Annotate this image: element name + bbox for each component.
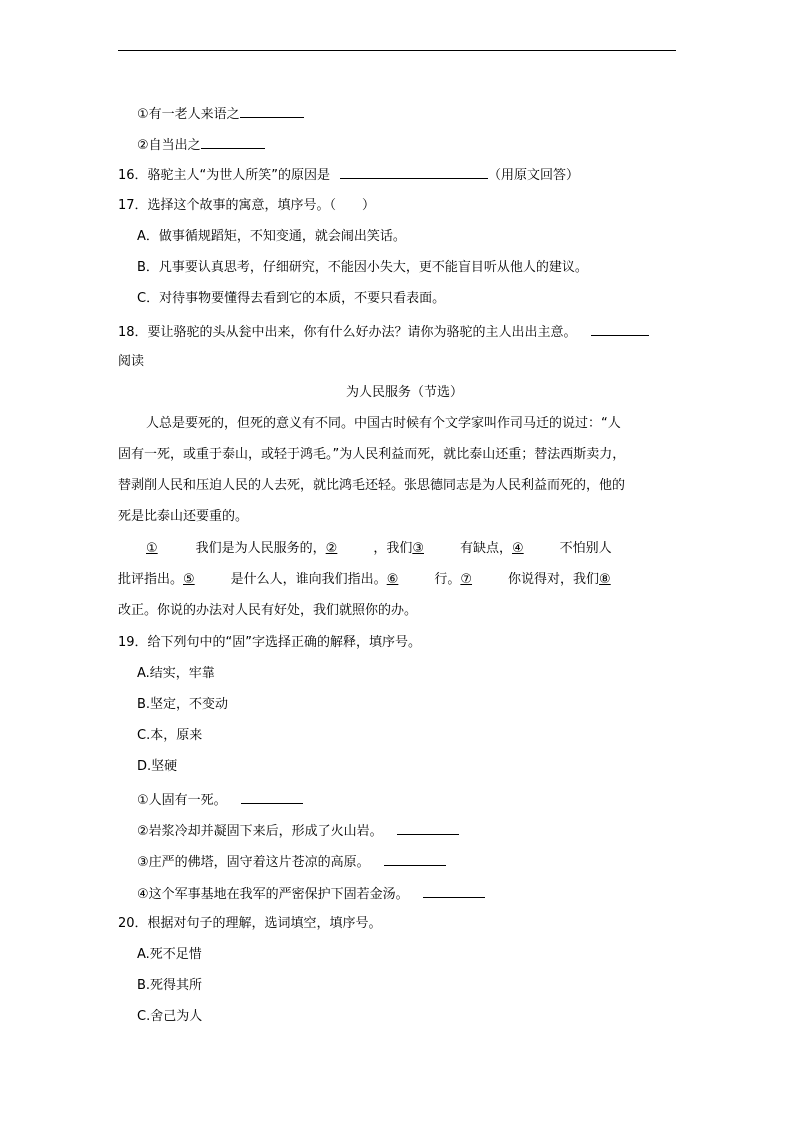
q20-option-a: A.死不足惜	[137, 947, 202, 962]
blank-marker-8[interactable]: ⑧	[599, 572, 611, 587]
q20-stem: 20．根据对句子的理解，选词填空，填序号。	[118, 916, 382, 931]
answer-blank[interactable]	[423, 883, 485, 898]
q17-option-c: C．对待事物要懂得去看到它的本质，不要只看表面。	[137, 291, 446, 306]
para2-text-4: 不怕别人	[559, 541, 612, 556]
q17-option-a: A．做事循规蹈矩，不知变通，就会闹出笑话。	[137, 229, 406, 244]
q16	[118, 164, 579, 186]
para2-text-8: 你说得对，我们	[508, 572, 600, 587]
answer-blank[interactable]	[397, 820, 459, 835]
answer-blank[interactable]	[340, 164, 488, 179]
blank-marker-1[interactable]: ①	[146, 541, 158, 556]
para2-text-7: 行。	[434, 572, 461, 587]
para2-text-2: ，我们	[373, 541, 413, 556]
q16-suffix: （用原文回答）	[488, 168, 580, 183]
q15-item-1-text: ①有一老人来语之	[137, 107, 240, 122]
answer-blank[interactable]	[591, 321, 649, 336]
q15-item-1	[137, 103, 304, 125]
para1-line-1: 人总是要死的，但死的意义有不同。中国古时候有个文学家叫作司马迁的说过：“人	[146, 416, 621, 431]
reading-label: 阅读	[118, 354, 145, 369]
blank-marker-7[interactable]: ⑦	[460, 572, 473, 587]
blank-marker-4[interactable]: ④	[512, 541, 524, 556]
para2-line-2	[118, 570, 611, 590]
q19-stem: 19．给下列句中的“固”字选择正确的解释，填序号。	[118, 635, 422, 650]
para2-line-1	[146, 539, 612, 559]
answer-blank[interactable]	[240, 103, 304, 118]
q19-item-4: ④这个军事基地在我军的严密保护下固若金汤。	[137, 883, 485, 905]
q19-item-1: ①人固有一死。	[137, 789, 303, 811]
reading-title: 为人民服务（节选）	[346, 385, 464, 400]
answer-blank[interactable]	[241, 789, 303, 804]
blank-marker-6[interactable]: ⑥	[386, 572, 399, 587]
q19-option-a: A.结实，牢靠	[137, 666, 215, 681]
q15-item-2	[137, 134, 265, 156]
answer-blank[interactable]	[384, 851, 446, 866]
q15-item-2-text: ②自当出之	[137, 138, 201, 153]
para1-line-4: 死是比泰山还要重的。	[118, 509, 249, 524]
blank-marker-2[interactable]: ②	[325, 541, 338, 556]
para2-text-3: 有缺点，	[460, 541, 513, 556]
blank-marker-5[interactable]: ⑤	[183, 572, 195, 587]
answer-blank[interactable]	[201, 134, 265, 149]
para1-line-3: 替剥削人民和压迫人民的人去死，就比鸿毛还轻。张思德同志是为人民利益而死的，他的	[118, 478, 626, 493]
para2-text-6: 是什么人，谁向我们指出。	[230, 572, 387, 587]
blank-marker-3[interactable]: ③	[412, 541, 424, 556]
q19-item-2: ②岩浆冷却并凝固下来后，形成了火山岩。	[137, 820, 459, 842]
q20-option-b: B.死得其所	[137, 978, 203, 993]
para2-text-5: 批评指出。	[118, 572, 184, 587]
para2-line-3: 改正。你说的办法对人民有好处，我们就照你的办。	[118, 603, 418, 618]
q16-text: 16．骆驼主人“为世人所笑”的原因是	[118, 168, 331, 183]
header-rule	[118, 50, 676, 51]
q19-item-3: ③庄严的佛塔，固守着这片苍凉的高原。	[137, 851, 446, 873]
q17-stem: 17．选择这个故事的寓意，填序号。（ ）	[118, 198, 376, 213]
q19-option-d: D.坚硬	[137, 759, 178, 774]
para1-line-2: 固有一死，或重于泰山，或轻于鸿毛。”为人民利益而死，就比泰山还重；替法西斯卖力，	[118, 447, 626, 462]
q19-option-b: B.坚定，不变动	[137, 697, 229, 712]
q18-stem: 18．要让骆驼的头从瓮中出来，你有什么好办法？请你为骆驼的主人出出主意。	[118, 325, 577, 340]
q18	[118, 321, 649, 343]
q19-option-c: C.本，原来	[137, 728, 203, 743]
q20-option-c: C.舍己为人	[137, 1009, 203, 1024]
q17-option-b: B．凡事要认真思考，仔细研究，不能因小失大，更不能盲目听从他人的建议。	[137, 260, 588, 275]
para2-text-1: 我们是为人民服务的，	[195, 541, 326, 556]
